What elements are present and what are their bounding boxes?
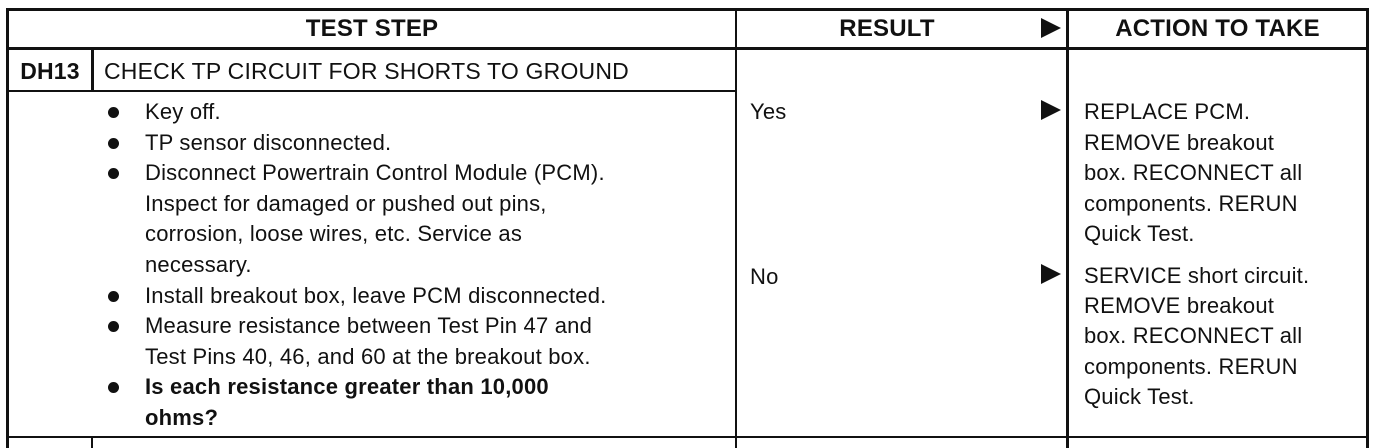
instruction-line: Install breakout box, leave PCM disconnected. (145, 283, 607, 308)
header-arrow-icon (1041, 18, 1061, 38)
table-top-border (6, 8, 1369, 11)
action-line: components. RERUN (1084, 191, 1298, 216)
instruction-line: Key off. (145, 99, 221, 124)
action-line: SERVICE short circuit. (1084, 263, 1310, 288)
instruction-line: necessary. (145, 252, 252, 277)
result-arrow-icon (1041, 264, 1061, 284)
action-line: Quick Test. (1084, 384, 1195, 409)
action-line: REMOVE breakout (1084, 293, 1275, 318)
result-header: RESULT (839, 15, 935, 42)
next-row-code-divider (91, 437, 93, 448)
instruction-line: Disconnect Powertrain Control Module (PCM). (145, 160, 605, 185)
instruction-line: Test Pins 40, 46, and 60 at the breakout box. (145, 344, 591, 369)
action-line: REMOVE breakout (1084, 130, 1275, 155)
bullet-icon (108, 382, 119, 393)
bullet-icon (108, 291, 119, 302)
step-code-divider (91, 49, 94, 91)
result-yes: Yes (750, 99, 787, 124)
step-title: CHECK TP CIRCUIT FOR SHORTS TO GROUND (104, 58, 629, 84)
table-bottom-border (6, 436, 1369, 438)
header-bottom-border (6, 47, 1369, 50)
step-code: DH13 (20, 58, 80, 84)
action-header: ACTION TO TAKE (1115, 15, 1320, 42)
instruction-line: Inspect for damaged or pushed out pins, (145, 191, 547, 216)
result-arrow-icon (1041, 100, 1061, 120)
instruction-line: Measure resistance between Test Pin 47 and (145, 313, 593, 338)
bullet-icon (108, 168, 119, 179)
bullet-icon (108, 107, 119, 118)
instruction-question-line: ohms? (145, 405, 219, 430)
step-title-bottom-border (6, 90, 737, 92)
result-column-divider (735, 8, 737, 448)
action-line: Quick Test. (1084, 221, 1195, 246)
test-step-header: TEST STEP (305, 15, 439, 42)
result-no: No (750, 264, 779, 289)
action-column-divider (1066, 8, 1069, 448)
action-line: box. RECONNECT all (1084, 323, 1303, 348)
bullet-icon (108, 138, 119, 149)
instruction-line: TP sensor disconnected. (145, 130, 392, 155)
action-line: components. RERUN (1084, 354, 1298, 379)
instruction-line: corrosion, loose wires, etc. Service as (145, 221, 523, 246)
action-line: REPLACE PCM. (1084, 99, 1251, 124)
table-right-border (1366, 8, 1369, 448)
action-line: box. RECONNECT all (1084, 160, 1303, 185)
bullet-icon (108, 321, 119, 332)
instruction-question-line: Is each resistance greater than 10,000 (145, 374, 549, 399)
